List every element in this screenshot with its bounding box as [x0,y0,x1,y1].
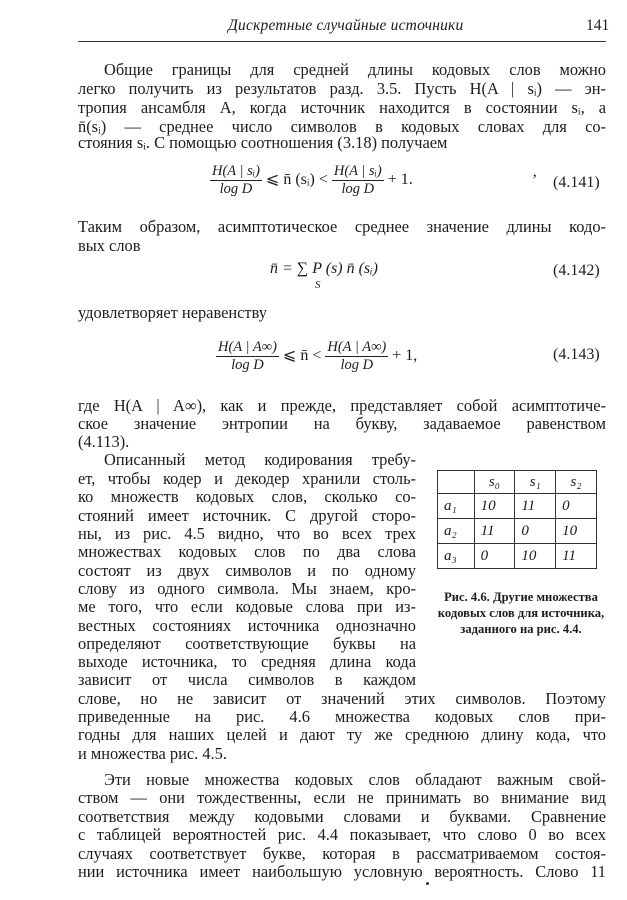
paragraph-line: где H(A | A∞), как и прежде, представляет собой асимптотиче- [78,396,606,415]
row-label: a₂ [438,519,475,544]
paragraph-line: Таким образом, асимптотическое среднее значение длины кодо- [78,217,606,236]
paragraph-line: ме того, что если кодовые слова при из- [78,597,416,616]
paragraph-line: ское значение энтропии на букву, задаваемое равенством [78,414,606,433]
paragraph-line: ет, чтобы кодер и декодер хранили столь- [78,469,416,488]
paragraph-line: Эти новые множества кодовых слов обладают важным свой- [104,770,606,789]
paragraph-line: вых слов [78,236,141,255]
table-cell: 11 [515,494,556,519]
paragraph-line: (4.113). [78,432,130,451]
table-cell: 10 [474,494,515,519]
paragraph-line: тропия ансамбля A, когда источник находится в состоянии sᵢ, а [78,98,606,117]
table-row [438,494,597,519]
paragraph-line: удовлетворяет неравенству [78,303,267,322]
table-cell: 11 [556,544,597,569]
column-header: s₁ [515,471,556,494]
paragraph-line: случаях соответствует букве, которая в рассматриваемом состоя- [78,844,606,863]
paragraph-line: слове, но не зависит от значений этих символов. Поэтому [78,689,606,708]
paragraph-line: годны для наших целей и дают ту же среднюю длину кода, что [78,725,606,744]
paragraph-line: Общие границы для средней длины кодовых слов можно [104,60,606,79]
header-rule [78,41,606,42]
equation-4-142: n̄ = ∑ P (s) n̄ (sᵢ) [270,260,378,277]
paragraph-line: и множества рис. 4.5. [78,744,227,763]
equation-number: (4.143) [553,346,600,363]
paragraph-line: ко множеств кодовых слов, сколько со- [78,487,416,506]
paragraph-line: стояния sᵢ. С помощью соотношения (3.18) получаем [78,133,448,152]
table-row [438,544,597,569]
equation-number: (4.141) [553,174,600,191]
table-cell: 11 [474,519,515,544]
table-cell: 0 [474,544,515,569]
paragraph-line: множествах кодовых слов по два слова [78,542,416,561]
figure-caption: Рис. 4.6. Другие множества кодовых слов для источника, заданного на рис. 4.4. [437,590,605,636]
paragraph-line: зависит от числа символов в каждом [78,670,416,689]
paragraph-line: легко получить из результатов разд. 3.5. Пусть H(A | sᵢ) — эн- [78,79,606,98]
running-header-title: Дискретные случайные источники [228,17,464,34]
column-header: s₂ [556,471,597,494]
paragraph-line: ством — они тождественны, если не принимать во внимание вид [78,788,606,807]
table-row [438,519,597,544]
paragraph-line: состоят из двух символов и по одному [78,561,416,580]
paragraph-line: вестных состояниях источника однозначно [78,616,416,635]
paragraph-line: слову из одного символа. Мы знаем, кро- [78,579,416,598]
table-header-row [438,471,597,494]
table-cell: 0 [515,519,556,544]
equation-4-141: $\frac{\text{H(A | sᵢ)}}{\text{log D}}$ ⩽ n̄ (sᵢ) < $\frac{\text{H(A | sᵢ)}}{\text{log D}}$ + 1. [212,163,413,197]
row-label: a₁ [438,494,475,519]
paragraph-line: Описанный метод кодирования требу- [104,450,416,469]
sum-subscript: S [315,279,321,291]
paragraph-line: с таблицей вероятностей рис. 4.4 показывает, что слово 0 во всех [78,825,606,844]
paragraph-line: ны, из рис. 4.5 видно, что во всех трех [78,524,416,543]
column-header: s₀ [474,471,515,494]
table-corner-cell [438,471,475,494]
row-label: a₃ [438,544,475,569]
print-speck [426,882,429,885]
paragraph-line: стояний имеет источник. С другой сторо- [78,506,416,525]
equation-mark: ’ [532,172,538,189]
equation-number: (4.142) [553,262,600,279]
page-number: 141 [586,17,610,34]
paragraph-line: n̄(sᵢ) — среднее число символов в кодовых словах для со- [78,117,606,136]
table-cell: 0 [556,494,597,519]
table-cell: 10 [515,544,556,569]
paragraph-line: выходе источника, то средняя длина кода [78,652,416,671]
paragraph-line: нии источника имеет наибольшую условную вероятность. Слово 11 [78,862,606,881]
equation-4-143: $\frac{H(A | A\infty)}{\text{log D}}$ ⩽ n̄ < $\frac{H(A | A\infty)}{\text{log D}}$ + 1, [218,339,418,373]
paragraph-line: определяют соответствующие буквы на [78,634,416,653]
paragraph-line: приведенные на рис. 4.6 множества кодовых слов при- [78,707,606,726]
table-cell: 10 [556,519,597,544]
codeword-table [437,470,597,569]
paragraph-line: соответствия между кодовыми словами и буквами. Сравнение [78,807,606,826]
